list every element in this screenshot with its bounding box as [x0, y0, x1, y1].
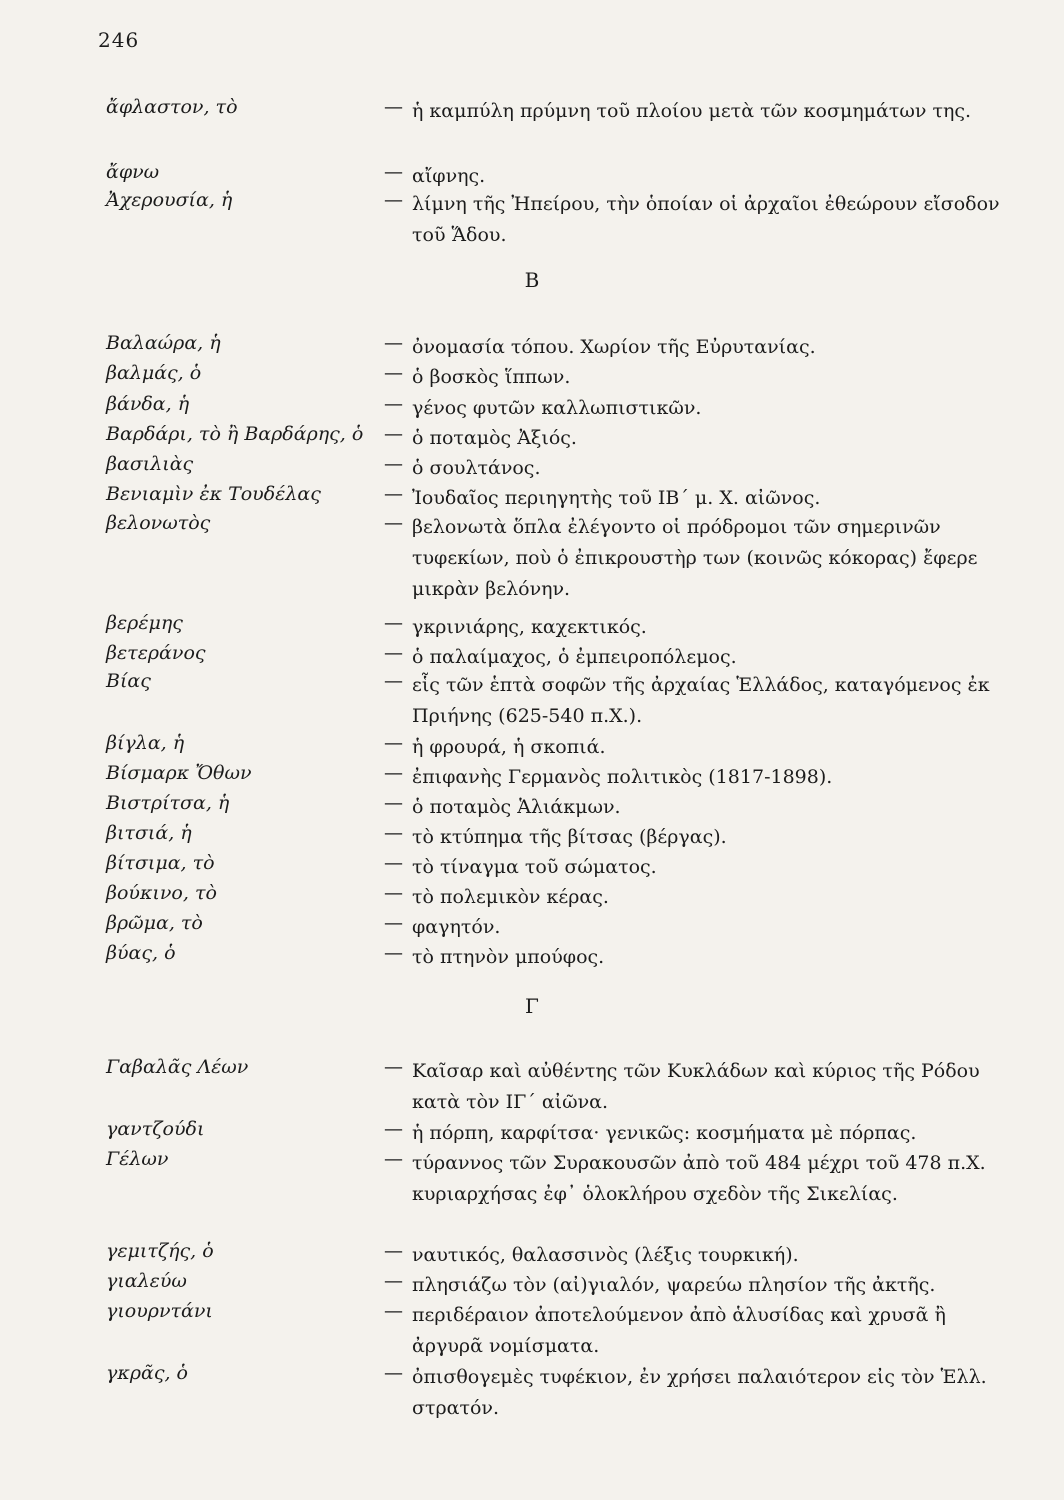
- section-letter: Β: [524, 268, 540, 292]
- page-number: 246: [98, 28, 140, 52]
- entry-term: Βαλαώρα, ἡ: [106, 332, 221, 354]
- entry-definition: πλησιάζω τὸν (αἰ)γιαλόν, ψαρεύω πλησίον τῆς ἀκτῆς.: [412, 1274, 936, 1296]
- entry-definition: Καῖσαρ καὶ αὐθέντης τῶν Κυκλάδων καὶ κύριος τῆς Ρόδου κατὰ τὸν ΙΓ΄ αἰῶνα.: [412, 1060, 980, 1113]
- entry-term: βετεράνος: [106, 642, 206, 664]
- entry-definition: τὸ πτηνὸν μπούφος.: [412, 946, 605, 968]
- entry-dash: —: [384, 512, 403, 534]
- entry-definition: γκρινιάρης, καχεκτικός.: [412, 616, 647, 638]
- entry-term: Γέλων: [106, 1148, 169, 1170]
- entry-dash: —: [384, 942, 403, 964]
- entry-dash: —: [384, 483, 403, 505]
- entry-term: ἄφλαστον, τὸ: [106, 96, 238, 118]
- entry-term: γαντζούδι: [106, 1118, 205, 1140]
- entry-dash: —: [384, 1148, 403, 1170]
- entry-definition: ὁ σουλτάνος.: [412, 457, 541, 479]
- entry-term: γκρᾶς, ὁ: [106, 1362, 188, 1384]
- entry-definition: ὀνομασία τόπου. Χωρίον τῆς Εὐρυτανίας.: [412, 336, 816, 358]
- entry-definition: περιδέραιον ἀποτελούμενον ἀπὸ ἁλυσίδας καὶ χρυσᾶ ἢ ἀργυρᾶ νομίσματα.: [412, 1304, 946, 1357]
- entry-term: βάνδα, ἡ: [106, 393, 190, 415]
- entry-dash: —: [384, 453, 403, 475]
- entry-dash: —: [384, 1362, 403, 1384]
- entry-term: Βίας: [106, 670, 151, 692]
- entry-term: Ἀχερουσία, ἡ: [106, 189, 233, 211]
- entry-dash: —: [384, 762, 403, 784]
- entry-dash: —: [384, 96, 403, 118]
- entry-term: βασιλιὰς: [106, 453, 194, 475]
- entry-dash: —: [384, 732, 403, 754]
- entry-dash: —: [384, 1270, 403, 1292]
- entry-definition: ἡ φρουρά, ἡ σκοπιά.: [412, 736, 606, 758]
- entry-term: βερέμης: [106, 612, 183, 634]
- entry-term: βελονωτὸς: [106, 512, 211, 534]
- entry-dash: —: [384, 912, 403, 934]
- entry-term: βούκινο, τὸ: [106, 882, 217, 904]
- entry-definition: ὁ βοσκὸς ἵππων.: [412, 366, 571, 388]
- entry-term: γιουρντάνι: [106, 1300, 213, 1322]
- entry-definition: βελονωτὰ ὅπλα ἐλέγοντο οἱ πρόδρομοι τῶν σημερινῶν τυφεκίων, ποὺ ὁ ἐπικρουστὴρ των (κοινῶς κόκορας) ἔφερε μικρὰν βελόνην.: [412, 516, 978, 600]
- entry-definition: ἐπιφανὴς Γερμανὸς πολιτικὸς (1817-1898).: [412, 766, 833, 788]
- entry-dash: —: [384, 1240, 403, 1262]
- entry-definition: τὸ πολεμικὸν κέρας.: [412, 886, 609, 908]
- entry-definition: ὁ ποταμὸς Ἁλιάκμων.: [412, 796, 621, 818]
- entry-term: Βιστρίτσα, ἡ: [106, 792, 230, 814]
- entry-definition: ἡ πόρπη, καρφίτσα· γενικῶς: κοσμήματα μὲ πόρπας.: [412, 1122, 917, 1144]
- entry-term: βιτσιά, ἡ: [106, 822, 192, 844]
- entry-dash: —: [384, 189, 403, 211]
- entry-term: βαλμάς, ὁ: [106, 362, 202, 384]
- entry-definition: αἴφνης.: [412, 165, 486, 187]
- entry-term: βίτσιμα, τὸ: [106, 852, 215, 874]
- entry-term: Βενιαμὶν ἐκ Τουδέλας: [106, 483, 321, 505]
- entry-dash: —: [384, 612, 403, 634]
- entry-definition: ναυτικός, θαλασσινὸς (λέξις τουρκική).: [412, 1244, 799, 1266]
- entry-definition: εἷς τῶν ἑπτὰ σοφῶν τῆς ἀρχαίας Ἑλλάδος, καταγόμενος ἐκ Πριήνης (625-540 π.Χ.).: [412, 674, 990, 727]
- entry-term: γιαλεύω: [106, 1270, 187, 1292]
- entry-dash: —: [384, 332, 403, 354]
- entry-dash: —: [384, 670, 403, 692]
- entry-definition: Ἰουδαῖος περιηγητὴς τοῦ ΙΒ΄ μ. Χ. αἰῶνος.: [412, 487, 821, 509]
- entry-definition: τὸ τίναγμα τοῦ σώματος.: [412, 856, 657, 878]
- entry-definition: λίμνη τῆς Ἠπείρου, τὴν ὁποίαν οἱ ἀρχαῖοι ἐθεώρουν εἴσοδον τοῦ Ἅδου.: [412, 193, 1000, 246]
- entry-dash: —: [384, 1056, 403, 1078]
- entry-dash: —: [384, 822, 403, 844]
- entry-term: ἄφνω: [106, 161, 160, 183]
- section-letter: Γ: [525, 994, 539, 1018]
- entry-dash: —: [384, 852, 403, 874]
- entry-term: βρῶμα, τὸ: [106, 912, 203, 934]
- entry-dash: —: [384, 792, 403, 814]
- entry-dash: —: [384, 161, 403, 183]
- entry-dash: —: [384, 362, 403, 384]
- entry-definition: ἡ καμπύλη πρύμνη τοῦ πλοίου μετὰ τῶν κοσμημάτων της.: [412, 100, 972, 122]
- entry-definition: τύραννος τῶν Συρακουσῶν ἀπὸ τοῦ 484 μέχρι τοῦ 478 π.Χ. κυριαρχήσας ἐφ᾽ ὁλοκλήρου σχεδὸν τῆς Σικελίας.: [412, 1152, 986, 1205]
- entry-dash: —: [384, 882, 403, 904]
- entry-definition: ὁ παλαίμαχος, ὁ ἐμπειροπόλεμος.: [412, 646, 737, 668]
- entry-definition: φαγητόν.: [412, 916, 501, 938]
- entry-dash: —: [384, 393, 403, 415]
- entry-term: Βαρδάρι, τὸ ἢ Βαρδάρης, ὁ: [106, 423, 364, 445]
- entry-term: Βίσμαρκ Ὄθων: [106, 762, 252, 784]
- entry-definition: ὁ ποταμὸς Ἀξιός.: [412, 427, 577, 449]
- entry-term: Γαβαλᾶς Λέων: [106, 1056, 249, 1078]
- entry-definition: τὸ κτύπημα τῆς βίτσας (βέργας).: [412, 826, 727, 848]
- entry-dash: —: [384, 1118, 403, 1140]
- entry-definition: γένος φυτῶν καλλωπιστικῶν.: [412, 397, 702, 419]
- entry-definition: ὀπισθογεμὲς τυφέκιον, ἐν χρήσει παλαιότερον εἰς τὸν Ἑλλ. στρατόν.: [412, 1366, 987, 1419]
- entry-dash: —: [384, 423, 403, 445]
- entry-term: βίγλα, ἡ: [106, 732, 185, 754]
- entry-term: γεμιτζής, ὁ: [106, 1240, 214, 1262]
- entry-dash: —: [384, 1300, 403, 1322]
- entry-term: βύας, ὁ: [106, 942, 176, 964]
- entry-dash: —: [384, 642, 403, 664]
